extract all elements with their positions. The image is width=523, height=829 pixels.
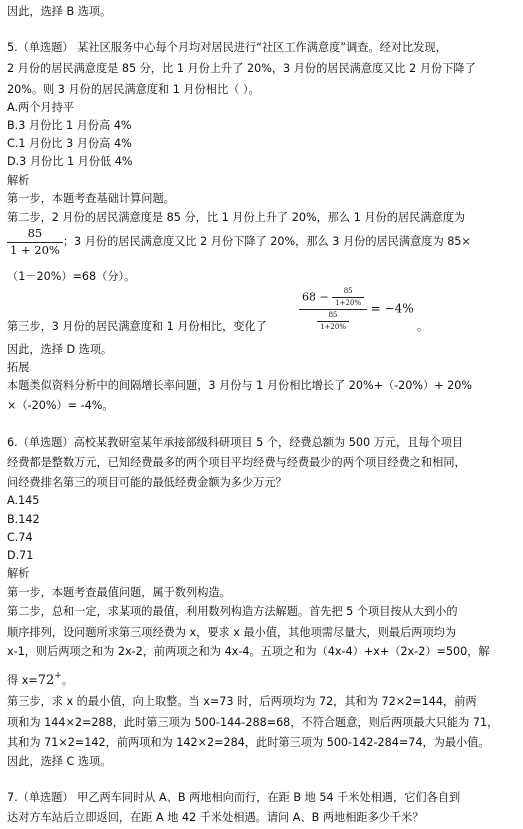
q6-step2-line4: 得 x=72+。	[7, 671, 74, 688]
q5-option-b: B.3 月份比 1 月份高 4%	[7, 119, 132, 132]
q6-analysis-title: 解析	[7, 567, 30, 580]
previous-conclusion: 因此，选择 B 选项。	[7, 5, 112, 18]
q5-analysis-title: 解析	[7, 174, 30, 187]
q6-option-b: B.142	[7, 513, 40, 526]
q5-option-a: A.两个月持平	[7, 101, 74, 114]
q5-step1: 第一步，本题考查基础计算问题。	[7, 192, 175, 205]
q5-stem-line3: 20%。则 3 月份的居民满意度和 1 月份相比（ ）。	[7, 83, 260, 96]
q6-stem-line3: 问经费排名第三的项目可能的最低经费金额为多少万元？	[7, 476, 287, 489]
q5-extension-title: 拓展	[7, 361, 30, 374]
q7-stem-line2: 达对方车站后立即返回，在距 A 地 42 千米处相遇。请问 A、B 两地相距多少千米？	[7, 811, 424, 824]
q6-step2-line3: x-1，则后两项之和为 2x-2，前两项之和为 4x-4。五项之和为（4x-4）+x+（2x-2）=500，解	[7, 645, 490, 658]
q5-step3: 第三步，3 月份的居民满意度和 1 月份相比，变化了	[7, 320, 267, 333]
q5-stem-line1: 5.（单选题） 某社区服务中心每个月均对居民进行“社区工作满意度”调查。经对比发现，	[7, 41, 447, 54]
q5-fraction-jan: $\frac{85}{1 + 20\%}$	[7, 228, 63, 256]
q5-change-formula: 68 − $\frac{85}{1+20\%}$ $\frac{85}{1+20\%}$ = −4%	[299, 288, 414, 331]
q6-conclusion: 因此，选择 C 选项。	[7, 755, 112, 768]
q5-extension-line2: ×（-20%）= -4%。	[7, 399, 114, 412]
q5-option-c: C.1 月份比 3 月份高 4%	[7, 137, 132, 150]
q6-step1: 第一步，本题考查最值问题，属于数列构造。	[7, 586, 231, 599]
q6-option-a: A.145	[7, 494, 40, 507]
q5-option-d: D.3 月份比 1 月份低 4%	[7, 155, 133, 168]
q5-step2-line3: （1－20%）=68（分）。	[7, 270, 136, 283]
q7-stem-line1: 7.（单选题） 甲乙两车同时从 A、B 两地相向而行，在距 B 地 54 千米处相遇，它们各自到	[7, 791, 461, 804]
q6-option-d: D.71	[7, 549, 34, 562]
q5-step3-end: 。	[417, 320, 429, 333]
q5-stem-line2: 2 月份的居民满意度是 85 分，比 1 月份上升了 20%，3 月份的居民满意度又比 2 月份下降了	[7, 62, 476, 75]
q6-step2-line2: 顺序排列，设问题所求第三项经费为 x，要求 x 最小值，其他项需尽量大，则最后两项均为	[7, 626, 457, 639]
q6-step2-line1: 第二步，总和一定，求某项的最值，利用数列构造方法解题。首先把 5 个项目按从大到小的	[7, 605, 458, 618]
q6-option-c: C.74	[7, 531, 33, 544]
q5-step2-line1: 第二步，2 月份的居民满意度是 85 分，比 1 月份上升了 20%，那么 1 月份的居民满意度为	[7, 211, 466, 224]
q5-formula-fraction: 68 − $\frac{85}{1+20\%}$ $\frac{85}{1+20\%}$	[299, 288, 367, 331]
q6-stem-line1: 6.（单选题）高校某教研室某年承接部级科研项目 5 个，经费总额为 500 万元，且每个项目	[7, 436, 464, 449]
q5-conclusion: 因此，选择 D 选项。	[7, 343, 113, 356]
q6-stem-line2: 经费都是整数万元，已知经费最多的两个项目平均经费与经费最少的两个项目经费之和相同，	[7, 456, 466, 469]
q5-step2-line2: $\frac{85}{1 + 20\%}$ ；3 月份的居民满意度又比 2 月份下降了 20%，那么 3 月份的居民满意度为 85×	[7, 228, 471, 256]
q5-extension-line1: 本题类似资料分析中的间隔增长率问题，3 月份与 1 月份相比增长了 20%+（-20%）+ 20%	[7, 379, 473, 392]
q6-step3-line3: 其和为 71×2=142，前两项和为 142×2=284，此时第三项为 500-142-284=74，为最小值。	[7, 736, 490, 749]
q6-step3-line1: 第三步，求 x 的最小值，向上取整。当 x=73 时，后两项均为 72，其和为 72×2=144，前两	[7, 695, 477, 708]
q6-step3-line2: 项和为 144×2=288，此时第三项为 500-144-288=68，不符合题意，则后两项最大只能为 71，	[7, 716, 499, 729]
